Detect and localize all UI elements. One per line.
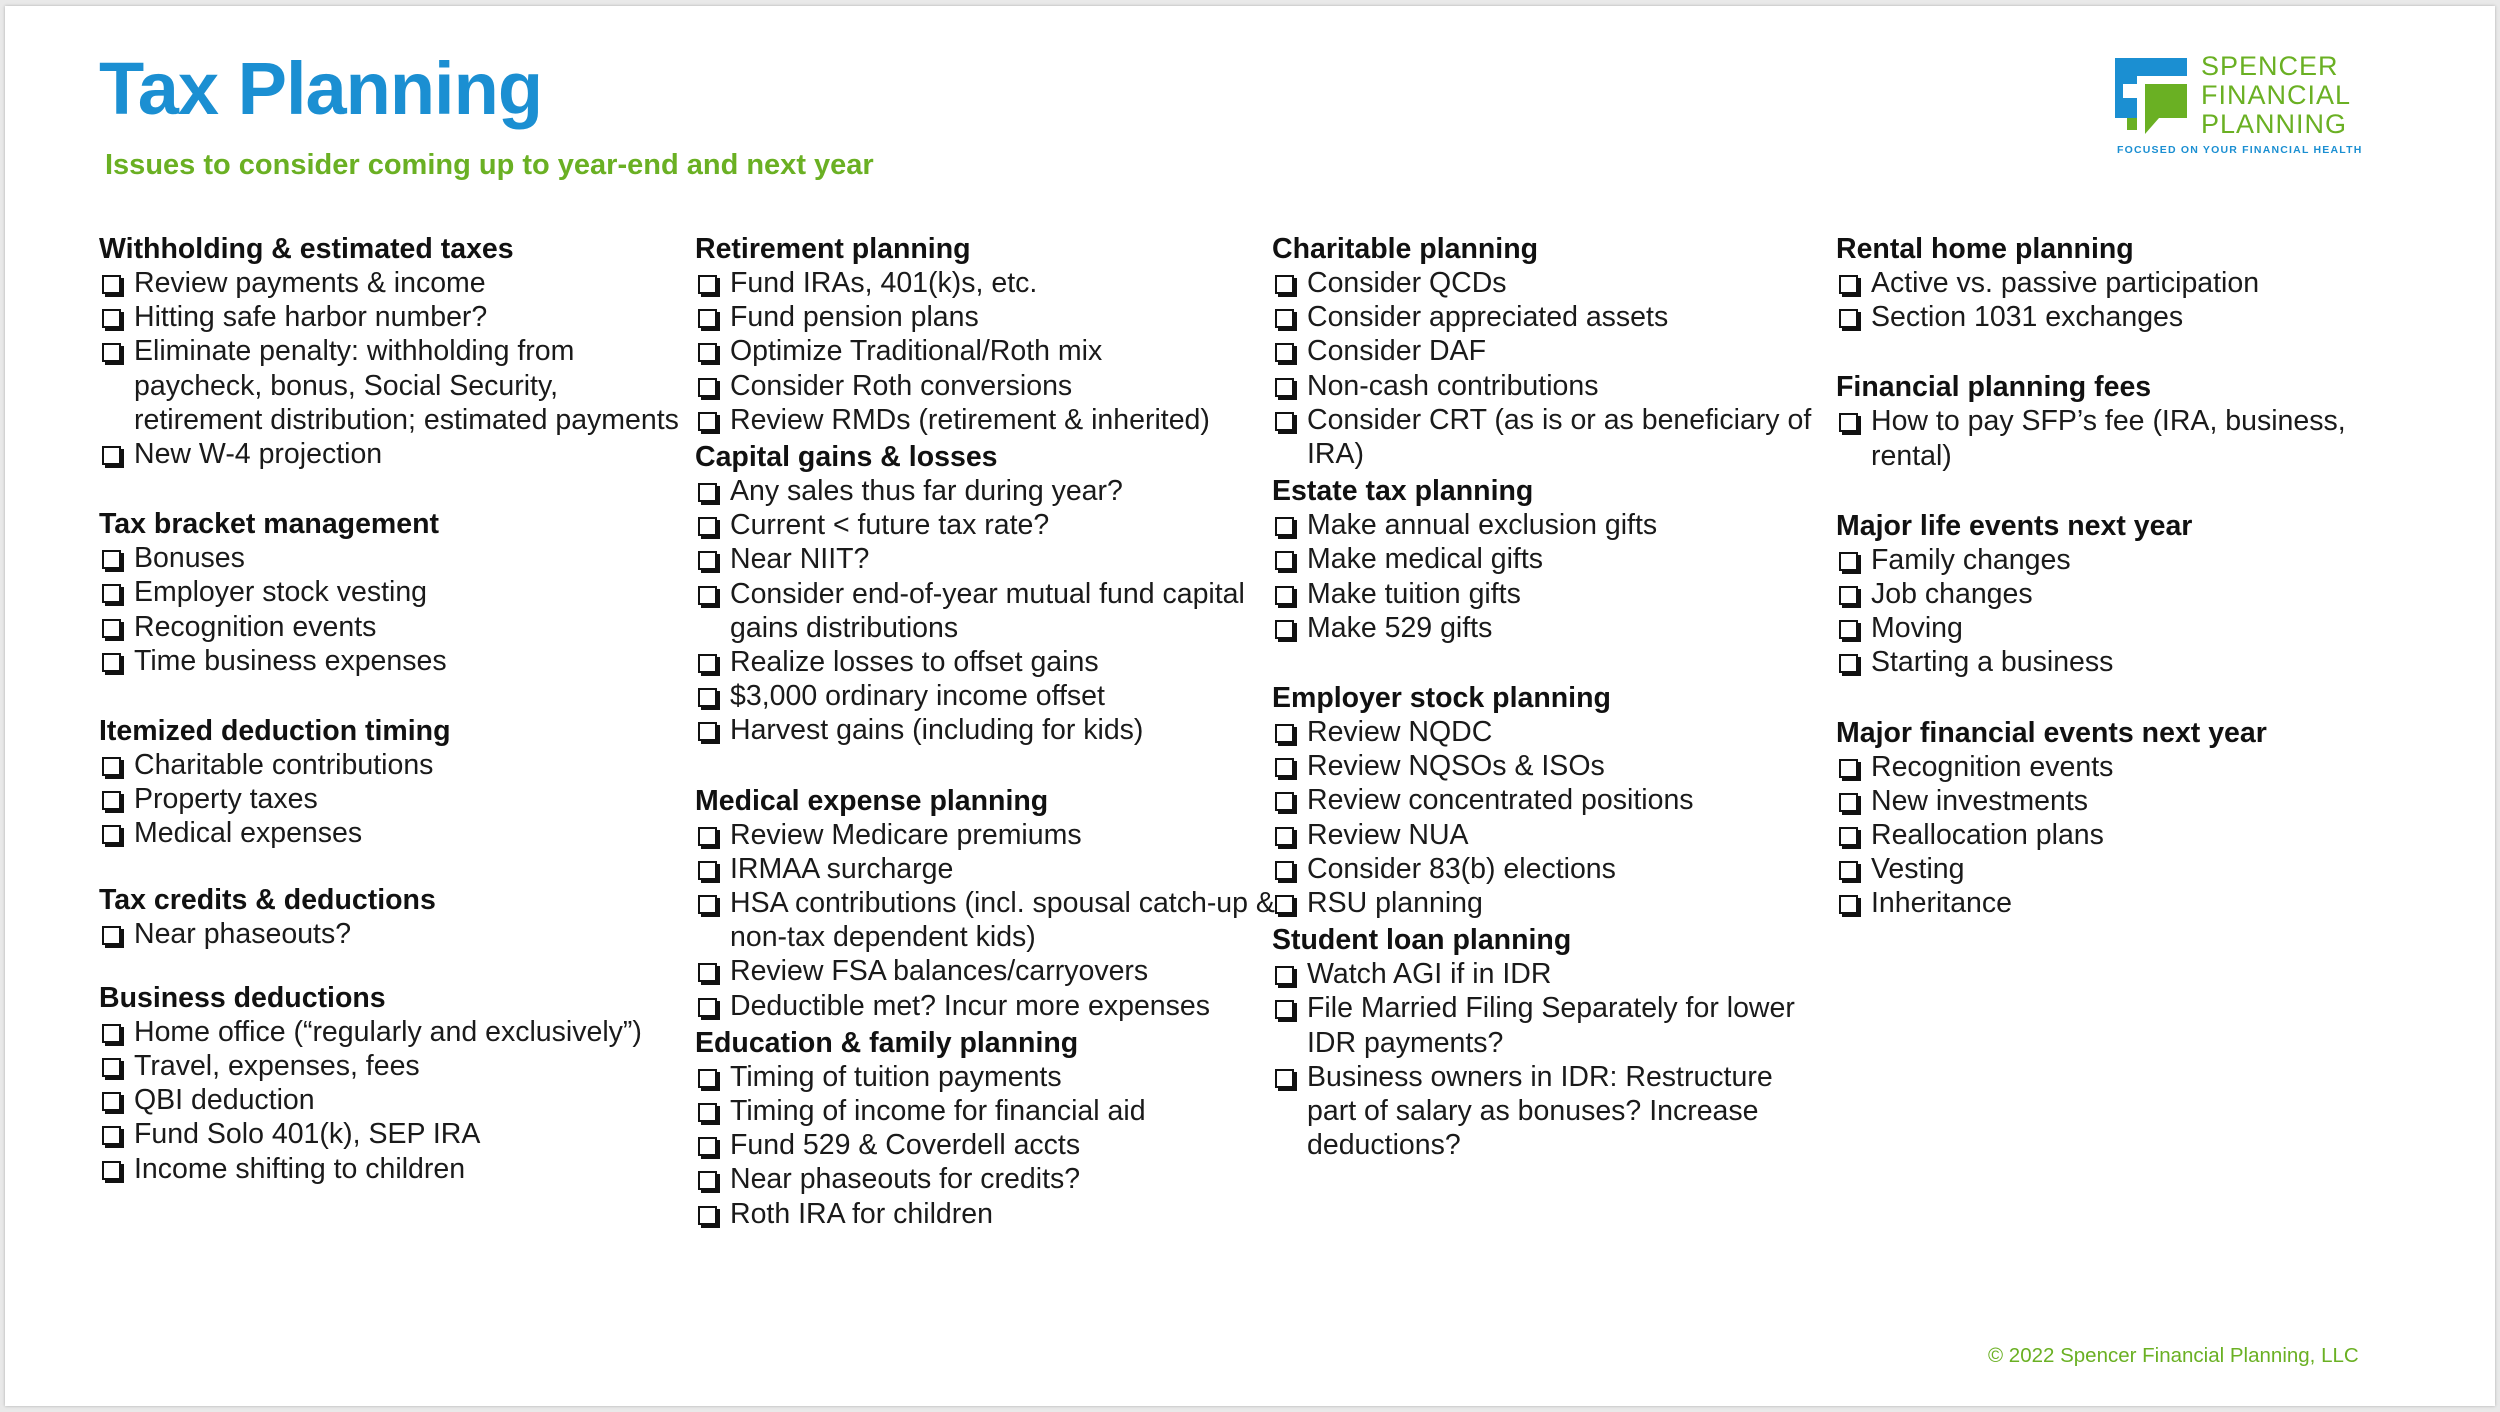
checklist-item — [1836, 404, 2396, 472]
checklist-item-label: Deductible met? Incur more expenses — [730, 989, 1210, 1022]
checkbox-icon — [1275, 586, 1294, 605]
checklist-item — [695, 403, 1275, 437]
checklist-item-label: Consider 83(b) elections — [1307, 852, 1616, 885]
checkbox-icon — [698, 998, 717, 1017]
section-heading: Financial planning fees — [1836, 371, 2152, 404]
checklist-item-label: Employer stock vesting — [134, 576, 428, 609]
checkbox-icon — [1839, 654, 1858, 673]
section-charitable-planning — [1272, 232, 1822, 471]
logo-tagline: FOCUSED ON YOUR FINANCIAL HEALTH — [2117, 144, 2363, 156]
checklist-item — [99, 610, 679, 644]
logo-line-2: FINANCIAL — [2201, 80, 2352, 110]
checklist-item-label: Active vs. passive participation — [1871, 267, 2260, 299]
checklist-item — [695, 1162, 1275, 1196]
company-logo — [2115, 52, 2395, 162]
checkbox-icon — [698, 517, 717, 536]
checklist-item-label: Section 1031 exchanges — [1871, 301, 2184, 334]
checklist-item-label: Make annual exclusion gifts — [1307, 509, 1658, 542]
checklist-item — [695, 679, 1275, 713]
checklist-item — [695, 1094, 1275, 1128]
checklist-item-label: Bonuses — [134, 542, 245, 575]
checklist-item — [695, 542, 1275, 576]
checkbox-icon — [1275, 1000, 1294, 1019]
checklist-item — [695, 508, 1275, 542]
checklist-item-label: $3,000 ordinary income offset — [730, 680, 1105, 713]
checklist-item — [1272, 403, 1822, 471]
checklist-item-label: Fund pension plans — [730, 301, 979, 334]
checklist-item-label: New investments — [1871, 784, 2088, 817]
checklist-item-label: Review NUA — [1307, 818, 1469, 851]
checkbox-icon — [1275, 724, 1294, 743]
checklist-item-label: Consider QCDs — [1307, 267, 1507, 299]
checklist-item — [1272, 542, 1822, 576]
checklist-item — [695, 266, 1275, 300]
checkbox-icon — [698, 551, 717, 570]
checkbox-icon — [698, 343, 717, 362]
checklist-item — [1836, 266, 2396, 300]
checkbox-icon — [102, 757, 121, 776]
checkbox-icon — [102, 309, 121, 328]
checkbox-icon — [102, 1126, 121, 1145]
checklist-item-label: Eliminate penalty: withholding from paycheck, bonus, Social Security, retirement distribution; estimated payments — [134, 335, 679, 436]
checklist-item-label: IRMAA surcharge — [730, 852, 954, 885]
checklist-item — [1272, 611, 1822, 645]
checkbox-icon — [1839, 413, 1858, 432]
checklist-item-label: Near phaseouts for credits? — [730, 1163, 1081, 1196]
section-heading: Estate tax planning — [1272, 475, 1534, 508]
checkbox-icon — [698, 275, 717, 294]
checklist-item-label: Make medical gifts — [1307, 543, 1544, 576]
checkbox-icon — [102, 619, 121, 638]
checkbox-icon — [1275, 309, 1294, 328]
checklist-item — [695, 954, 1275, 988]
checklist-item-label: Review payments & income — [134, 267, 486, 299]
checklist-item — [695, 369, 1275, 403]
section-heading: Major life events next year — [1836, 509, 2193, 542]
checkbox-icon — [1275, 861, 1294, 880]
checklist-item-label: Non-cash contributions — [1307, 369, 1599, 402]
checkbox-icon — [698, 827, 717, 846]
checkbox-icon — [1839, 793, 1858, 812]
checklist-item-label: Make 529 gifts — [1307, 611, 1493, 644]
checkbox-icon — [1275, 412, 1294, 431]
logo-line-1: SPENCER — [2201, 51, 2339, 81]
copyright-footer: © 2022 Spencer Financial Planning, LLC — [1988, 1344, 2359, 1367]
checklist-item — [1836, 300, 2396, 334]
checkbox-icon — [102, 1161, 121, 1180]
checklist-item — [1272, 300, 1822, 334]
checklist-item — [1272, 577, 1822, 611]
checklist-item — [1272, 749, 1822, 783]
checkbox-icon — [698, 309, 717, 328]
logo-mark-icon — [2115, 58, 2187, 136]
checklist-item — [1836, 886, 2396, 920]
checkbox-icon — [698, 412, 717, 431]
checklist-item — [99, 644, 679, 678]
checklist-item — [695, 1060, 1275, 1094]
checklist-item-label: Make tuition gifts — [1307, 577, 1521, 610]
section-heading: Itemized deduction timing — [99, 715, 451, 748]
checklist-item — [1272, 369, 1822, 403]
checkbox-icon — [102, 584, 121, 603]
checkbox-icon — [698, 688, 717, 707]
checkbox-icon — [1839, 861, 1858, 880]
section-heading: Withholding & estimated taxes — [99, 233, 514, 265]
checklist-item — [1836, 818, 2396, 852]
checklist-item-label: Near phaseouts? — [134, 917, 352, 950]
column-4 — [1836, 232, 2396, 921]
checkbox-icon — [1275, 343, 1294, 362]
checklist-item — [1836, 784, 2396, 818]
checkbox-icon — [1275, 1069, 1294, 1088]
checklist-item-label: Fund Solo 401(k), SEP IRA — [134, 1118, 481, 1151]
section-estate-tax-planning — [1272, 474, 1822, 645]
section-business-deductions — [99, 981, 679, 1186]
checkbox-icon — [1839, 759, 1858, 778]
checkbox-icon — [698, 1103, 717, 1122]
section-heading: Employer stock planning — [1272, 682, 1611, 715]
checklist-item-label: Recognition events — [1871, 750, 2114, 783]
checklist-item — [99, 1117, 679, 1151]
checklist-item-label: Review NQSOs & ISOs — [1307, 750, 1605, 783]
section-withholding-estimated-taxes — [99, 232, 679, 471]
checklist-item-label: Job changes — [1871, 578, 2033, 611]
checklist-item — [695, 300, 1275, 334]
checkbox-icon — [698, 1206, 717, 1225]
checklist-item-label: Time business expenses — [134, 644, 447, 677]
checklist-item-label: Inheritance — [1871, 887, 2013, 920]
checklist-item — [1272, 715, 1822, 749]
checkbox-icon — [102, 791, 121, 810]
checklist-item — [99, 541, 679, 575]
checklist-item — [695, 474, 1275, 508]
checklist-item — [695, 886, 1275, 954]
checkbox-icon — [1275, 517, 1294, 536]
checklist-item — [99, 816, 679, 850]
checkbox-icon — [698, 586, 717, 605]
checklist-item-label: Consider DAF — [1307, 335, 1486, 368]
checkbox-icon — [102, 275, 121, 294]
checklist-item-label: Charitable contributions — [134, 749, 434, 782]
section-heading: Student loan planning — [1272, 924, 1572, 957]
column-3 — [1272, 232, 1822, 1162]
checklist-item — [99, 334, 679, 437]
checklist-item — [1272, 1060, 1822, 1163]
checkbox-icon — [1839, 895, 1858, 914]
checkbox-icon — [1275, 758, 1294, 777]
section-medical-expense-planning — [695, 784, 1275, 1023]
checklist-item — [99, 1015, 679, 1049]
checklist-item-label: HSA contributions (incl. spousal catch-up & non-tax dependent kids) — [730, 887, 1275, 954]
checkbox-icon — [1839, 827, 1858, 846]
checklist-item — [99, 1083, 679, 1117]
checklist-item — [695, 577, 1275, 645]
section-itemized-deduction-timing — [99, 714, 679, 851]
checklist-item — [1272, 783, 1822, 817]
section-student-loan-planning — [1272, 923, 1822, 1162]
checklist-item-label: Consider end-of-year mutual fund capital gains distributions — [730, 577, 1245, 644]
checklist-item-label: Optimize Traditional/Roth mix — [730, 335, 1103, 368]
checklist-item-label: Realize losses to offset gains — [730, 646, 1099, 679]
section-tax-bracket-management — [99, 507, 679, 678]
checkbox-icon — [102, 550, 121, 569]
checkbox-icon — [102, 446, 121, 465]
checklist-item — [1836, 543, 2396, 577]
checkbox-icon — [698, 378, 717, 397]
page-title: Tax Planning — [99, 47, 543, 130]
checklist-item-label: How to pay SFP’s fee (IRA, business, rental) — [1871, 405, 2346, 472]
checklist-item — [1272, 991, 1822, 1059]
section-heading: Capital gains & losses — [695, 441, 998, 474]
section-retirement-planning — [695, 232, 1275, 437]
checkbox-icon — [698, 895, 717, 914]
checkbox-icon — [698, 722, 717, 741]
checkbox-icon — [1275, 378, 1294, 397]
checklist-item-label: Review FSA balances/carryovers — [730, 955, 1149, 988]
checkbox-icon — [1839, 620, 1858, 639]
checklist-item — [99, 1049, 679, 1083]
checklist-item — [695, 1128, 1275, 1162]
page-subtitle: Issues to consider coming up to year-end and next year — [105, 149, 874, 181]
checklist-item — [99, 748, 679, 782]
checkbox-icon — [698, 483, 717, 502]
checkbox-icon — [102, 653, 121, 672]
checklist-item-label: Roth IRA for children — [730, 1197, 993, 1230]
checkbox-icon — [102, 1024, 121, 1043]
checklist-item-label: Reallocation plans — [1871, 819, 2104, 852]
column-1 — [99, 232, 679, 1186]
section-major-financial-events-next-year — [1836, 716, 2396, 921]
section-financial-planning-fees — [1836, 370, 2396, 472]
checklist-item — [695, 1197, 1275, 1231]
checklist-item — [1272, 334, 1822, 368]
checklist-item-label: Fund IRAs, 401(k)s, etc. — [730, 267, 1038, 299]
checklist-item — [1836, 645, 2396, 679]
checkbox-icon — [1275, 966, 1294, 985]
section-heading: Tax bracket management — [99, 508, 440, 541]
checkbox-icon — [1839, 275, 1858, 294]
section-employer-stock-planning — [1272, 681, 1822, 920]
checklist-item-label: Property taxes — [134, 783, 318, 816]
logo-line-3: PLANNING — [2201, 109, 2348, 139]
checklist-item-label: Timing of tuition payments — [730, 1060, 1062, 1093]
checklist-item — [1272, 852, 1822, 886]
checklist-item-label: Timing of income for financial aid — [730, 1095, 1146, 1128]
section-heading: Major financial events next year — [1836, 716, 2267, 749]
checkbox-icon — [698, 1137, 717, 1156]
checklist-item-label: Fund 529 & Coverdell accts — [730, 1129, 1081, 1162]
section-heading: Retirement planning — [695, 233, 971, 265]
checkbox-icon — [102, 343, 121, 362]
section-heading: Business deductions — [99, 981, 386, 1014]
checklist-item-label: Review concentrated positions — [1307, 784, 1694, 817]
checklist-item — [99, 917, 679, 951]
checkbox-icon — [1275, 620, 1294, 639]
checklist-item — [695, 713, 1275, 747]
checklist-item — [99, 300, 679, 334]
checklist-item-label: Review NQDC — [1307, 716, 1493, 749]
slide — [5, 6, 2495, 1406]
checklist-item — [99, 575, 679, 609]
checklist-item-label: Starting a business — [1871, 646, 2114, 679]
checklist-item-label: Review RMDs (retirement & inherited) — [730, 403, 1210, 436]
checklist-item — [1272, 957, 1822, 991]
checklist-item-label: Medical expenses — [134, 817, 363, 850]
section-education-family-planning — [695, 1026, 1275, 1231]
checklist-item-label: Moving — [1871, 612, 1963, 645]
checklist-item — [1272, 508, 1822, 542]
checkbox-icon — [1275, 551, 1294, 570]
checkbox-icon — [1275, 792, 1294, 811]
checkbox-icon — [102, 825, 121, 844]
checklist-item-label: Consider CRT (as is or as beneficiary of IRA) — [1307, 403, 1812, 471]
checklist-item — [695, 818, 1275, 852]
checklist-item-label: Any sales thus far during year? — [730, 475, 1123, 508]
logo-wordmark — [2201, 52, 2351, 139]
checkbox-icon — [698, 861, 717, 880]
checklist-item — [99, 782, 679, 816]
checkbox-icon — [1839, 586, 1858, 605]
checkbox-icon — [102, 1092, 121, 1111]
checkbox-icon — [698, 963, 717, 982]
section-rental-home-planning — [1836, 232, 2396, 334]
checklist-item-label: Family changes — [1871, 543, 2071, 576]
checkbox-icon — [1275, 275, 1294, 294]
checklist-item — [1836, 750, 2396, 784]
checklist-item — [1836, 611, 2396, 645]
checkbox-icon — [698, 654, 717, 673]
checkbox-icon — [102, 1058, 121, 1077]
section-heading: Charitable planning — [1272, 233, 1539, 265]
checklist-item-label: Travel, expenses, fees — [134, 1050, 420, 1083]
section-major-life-events-next-year — [1836, 509, 2396, 680]
column-2 — [695, 232, 1275, 1231]
checklist-item — [99, 437, 679, 471]
checklist-item — [1272, 886, 1822, 920]
checklist-item — [1272, 266, 1822, 300]
section-capital-gains-losses — [695, 440, 1275, 748]
section-heading: Tax credits & deductions — [99, 883, 436, 916]
checklist-item — [1836, 577, 2396, 611]
checklist-item — [695, 989, 1275, 1023]
section-heading: Education & family planning — [695, 1026, 1079, 1059]
checklist-item-label: Recognition events — [134, 610, 377, 643]
checklist-item — [99, 1152, 679, 1186]
checklist-item-label: Hitting safe harbor number? — [134, 301, 488, 334]
checkbox-icon — [102, 926, 121, 945]
checklist-item — [1272, 818, 1822, 852]
checklist-item — [695, 645, 1275, 679]
checklist-item — [695, 852, 1275, 886]
checkbox-icon — [698, 1171, 717, 1190]
checklist-item-label: QBI deduction — [134, 1084, 315, 1117]
section-heading: Rental home planning — [1836, 233, 2134, 265]
checklist-item-label: Near NIIT? — [730, 543, 870, 576]
checklist-item — [1836, 852, 2396, 886]
checklist-item — [695, 334, 1275, 368]
checklist-item-label: Business owners in IDR: Restructure part of salary as bonuses? Increase deductions? — [1307, 1060, 1773, 1162]
checklist-item-label: Harvest gains (including for kids) — [730, 714, 1144, 747]
checklist-item-label: Current < future tax rate? — [730, 509, 1050, 542]
checklist-item-label: Consider Roth conversions — [730, 369, 1073, 402]
checklist-item-label: Vesting — [1871, 853, 1965, 886]
checkbox-icon — [1275, 827, 1294, 846]
checklist-item-label: Consider appreciated assets — [1307, 301, 1669, 334]
checklist-item-label: Watch AGI if in IDR — [1307, 958, 1552, 991]
checkbox-icon — [1839, 309, 1858, 328]
checklist-item-label: Review Medicare premiums — [730, 818, 1082, 851]
checkbox-icon — [698, 1069, 717, 1088]
checklist-item-label: Home office (“regularly and exclusively”) — [134, 1015, 642, 1048]
section-tax-credits-deductions — [99, 883, 679, 951]
checklist-item-label: New W-4 projection — [134, 438, 383, 471]
checklist-item-label: RSU planning — [1307, 887, 1483, 920]
checklist-item-label: Income shifting to children — [134, 1152, 466, 1185]
checkbox-icon — [1275, 895, 1294, 914]
section-heading: Medical expense planning — [695, 784, 1049, 817]
checklist-item-label: File Married Filing Separately for lower IDR payments? — [1307, 992, 1795, 1059]
checkbox-icon — [1839, 552, 1858, 571]
checklist-item — [99, 266, 679, 300]
